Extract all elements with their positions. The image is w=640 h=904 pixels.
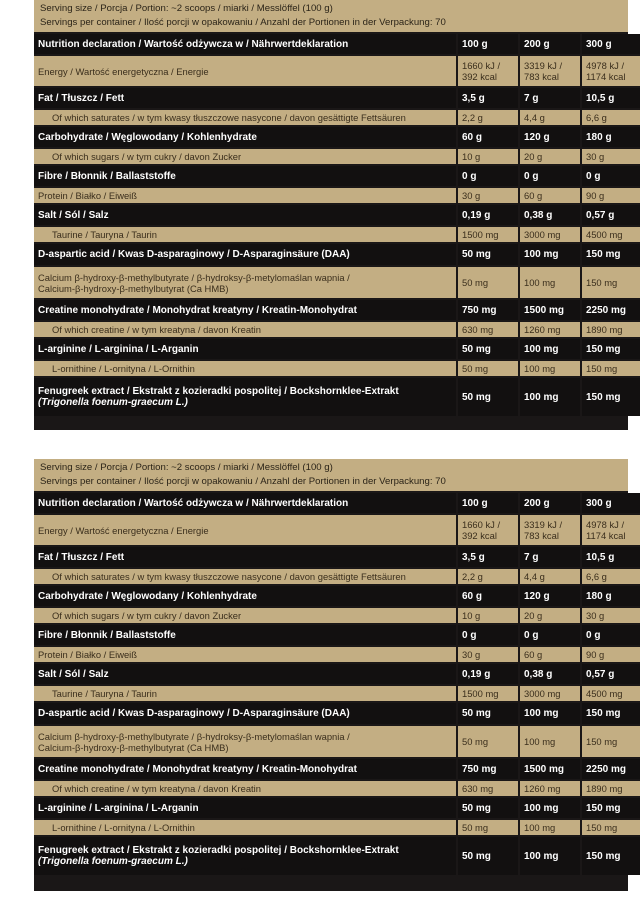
value-100g: 30 g: [456, 645, 518, 664]
value-100g: 630 mg: [456, 779, 518, 798]
row-label: Of which creatine / w tym kreatyna / davon Kreatin: [34, 320, 456, 339]
serving-size: Serving size / Porcja / Portion: ~2 scoops / miarki / Messlöffel (100 g): [34, 459, 628, 475]
table-header-row: [34, 493, 640, 513]
nutrition-table: [34, 34, 640, 416]
header-300g: 300 g: [580, 493, 640, 513]
row-fibre: [34, 625, 640, 645]
row-d-aspartic-acid: [34, 703, 640, 724]
row-label: Salt / Sól / Salz: [34, 205, 456, 225]
row-label: Carbohydrate / Węglowodany / Kohlenhydrate: [34, 127, 456, 147]
row-label: Taurine / Tauryna / Taurin: [34, 684, 456, 703]
value-100g: 1500 mg: [456, 684, 518, 703]
value-200g: 3319 kJ / 783 kcal: [518, 513, 580, 547]
value-300g: 2250 mg: [580, 300, 640, 320]
value-300g: 150 mg: [580, 265, 640, 300]
header-300g: 300 g: [580, 34, 640, 54]
value-300g: 6,6 g: [580, 567, 640, 586]
header-100g: 100 g: [456, 34, 518, 54]
value-200g: 0,38 g: [518, 664, 580, 684]
value-300g: 0 g: [580, 166, 640, 186]
value-300g: 4978 kJ / 1174 kcal: [580, 513, 640, 547]
value-300g: 0,57 g: [580, 205, 640, 225]
header-200g: 200 g: [518, 493, 580, 513]
row-label: D-aspartic acid / Kwas D-asparaginowy / D-Asparaginsäure (DAA): [34, 703, 456, 724]
nutrition-table-bottom: [34, 459, 628, 891]
row-carbohydrate: [34, 586, 640, 606]
value-300g: 150 mg: [580, 798, 640, 818]
row-l-arginine: [34, 339, 640, 359]
header-100g: 100 g: [456, 493, 518, 513]
row-fenugreek: [34, 837, 640, 875]
row-label: Protein / Białko / Eiweiß: [34, 186, 456, 205]
row-saturates: [34, 108, 640, 127]
value-300g: 0 g: [580, 625, 640, 645]
header-label: Nutrition declaration / Wartość odżywcza w / Nährwertdeklaration: [34, 34, 456, 54]
value-200g: 0 g: [518, 625, 580, 645]
table-header-row: [34, 34, 640, 54]
row-creatine: [34, 320, 640, 339]
value-100g: 30 g: [456, 186, 518, 205]
value-200g: 100 mg: [518, 265, 580, 300]
value-300g: 1890 mg: [580, 779, 640, 798]
value-200g: 3000 mg: [518, 225, 580, 244]
value-200g: 1500 mg: [518, 759, 580, 779]
value-100g: 50 mg: [456, 837, 518, 875]
value-200g: 100 mg: [518, 359, 580, 378]
row-label: Carbohydrate / Węglowodany / Kohlenhydrate: [34, 586, 456, 606]
header-label: Nutrition declaration / Wartość odżywcza w / Nährwertdeklaration: [34, 493, 456, 513]
row-label: Of which saturates / w tym kwasy tłuszczowe nasycone / davon gesättigte Fettsäuren: [34, 567, 456, 586]
row-creatine-monohydrate: [34, 759, 640, 779]
row-carbohydrate: [34, 127, 640, 147]
row-l-ornithine: [34, 359, 640, 378]
row-sugars: [34, 147, 640, 166]
value-200g: 0 g: [518, 166, 580, 186]
row-hmb: [34, 265, 640, 300]
value-200g: 1500 mg: [518, 300, 580, 320]
value-200g: 7 g: [518, 547, 580, 567]
row-label: Fenugreek extract / Ekstrakt z kozieradki pospolitej / Bockshornklee-Extrakt (Trigonella foenum-graecum L.): [34, 837, 456, 875]
row-energy: [34, 54, 640, 88]
row-label: Of which sugars / w tym cukry / davon Zucker: [34, 147, 456, 166]
row-label: Creatine monohydrate / Monohydrat kreatyny / Kreatin-Monohydrat: [34, 300, 456, 320]
value-300g: 150 mg: [580, 837, 640, 875]
row-salt: [34, 664, 640, 684]
row-label: L-arginine / L-arginina / L-Arganin: [34, 798, 456, 818]
row-fat: [34, 88, 640, 108]
value-100g: 10 g: [456, 147, 518, 166]
value-100g: 10 g: [456, 606, 518, 625]
row-label: Energy / Wartość energetyczna / Energie: [34, 513, 456, 547]
row-label: Of which sugars / w tym cukry / davon Zucker: [34, 606, 456, 625]
value-200g: 1260 mg: [518, 320, 580, 339]
value-200g: 4,4 g: [518, 108, 580, 127]
value-300g: 10,5 g: [580, 547, 640, 567]
value-300g: 150 mg: [580, 818, 640, 837]
header-200g: 200 g: [518, 34, 580, 54]
value-100g: 0 g: [456, 625, 518, 645]
value-300g: 4500 mg: [580, 225, 640, 244]
value-200g: 100 mg: [518, 339, 580, 359]
row-label: Creatine monohydrate / Monohydrat kreatyny / Kreatin-Monohydrat: [34, 759, 456, 779]
value-100g: 750 mg: [456, 759, 518, 779]
value-300g: 180 g: [580, 127, 640, 147]
row-label: Calcium β-hydroxy-β-methylbutyrate / β-hydroksy-β-metylomaślan wapnia / Calcium-β-hydroxy-β-methylbutyrat (Ca HMB): [34, 265, 456, 300]
row-taurine: [34, 225, 640, 244]
value-300g: 90 g: [580, 645, 640, 664]
value-100g: 50 mg: [456, 378, 518, 416]
value-100g: 2,2 g: [456, 108, 518, 127]
value-200g: 100 mg: [518, 798, 580, 818]
value-100g: 3,5 g: [456, 88, 518, 108]
value-200g: 120 g: [518, 586, 580, 606]
row-label: Fibre / Błonnik / Ballaststoffe: [34, 166, 456, 186]
value-300g: 150 mg: [580, 244, 640, 265]
value-200g: 3319 kJ / 783 kcal: [518, 54, 580, 88]
value-300g: 150 mg: [580, 378, 640, 416]
row-salt: [34, 205, 640, 225]
serving-size: Serving size / Porcja / Portion: ~2 scoops / miarki / Messlöffel (100 g): [34, 0, 628, 16]
row-label: Of which saturates / w tym kwasy tłuszczowe nasycone / davon gesättigte Fettsäuren: [34, 108, 456, 127]
value-100g: 0 g: [456, 166, 518, 186]
row-saturates: [34, 567, 640, 586]
value-200g: 100 mg: [518, 378, 580, 416]
row-label: L-arginine / L-arginina / L-Arganin: [34, 339, 456, 359]
value-200g: 120 g: [518, 127, 580, 147]
value-200g: 100 mg: [518, 724, 580, 759]
value-100g: 1660 kJ / 392 kcal: [456, 54, 518, 88]
value-100g: 50 mg: [456, 265, 518, 300]
value-300g: 0,57 g: [580, 664, 640, 684]
value-100g: 50 mg: [456, 818, 518, 837]
value-100g: 1500 mg: [456, 225, 518, 244]
row-hmb: [34, 724, 640, 759]
value-300g: 30 g: [580, 147, 640, 166]
value-200g: 4,4 g: [518, 567, 580, 586]
value-200g: 20 g: [518, 147, 580, 166]
value-300g: 6,6 g: [580, 108, 640, 127]
row-label: Salt / Sól / Salz: [34, 664, 456, 684]
row-label: Energy / Wartość energetyczna / Energie: [34, 54, 456, 88]
value-100g: 0,19 g: [456, 205, 518, 225]
value-200g: 60 g: [518, 645, 580, 664]
row-label: Fibre / Błonnik / Ballaststoffe: [34, 625, 456, 645]
row-label: Taurine / Tauryna / Taurin: [34, 225, 456, 244]
value-300g: 4978 kJ / 1174 kcal: [580, 54, 640, 88]
value-100g: 50 mg: [456, 703, 518, 724]
value-100g: 750 mg: [456, 300, 518, 320]
value-200g: 60 g: [518, 186, 580, 205]
row-taurine: [34, 684, 640, 703]
row-creatine: [34, 779, 640, 798]
row-label: Calcium β-hydroxy-β-methylbutyrate / β-hydroksy-β-metylomaślan wapnia / Calcium-β-hydroxy-β-methylbutyrat (Ca HMB): [34, 724, 456, 759]
value-100g: 60 g: [456, 127, 518, 147]
value-100g: 630 mg: [456, 320, 518, 339]
value-100g: 3,5 g: [456, 547, 518, 567]
row-label: L-ornithine / L-ornityna / L-Ornithin: [34, 818, 456, 837]
value-100g: 2,2 g: [456, 567, 518, 586]
row-label: Fat / Tłuszcz / Fett: [34, 88, 456, 108]
row-fibre: [34, 166, 640, 186]
row-label: L-ornithine / L-ornityna / L-Ornithin: [34, 359, 456, 378]
value-100g: 50 mg: [456, 798, 518, 818]
row-d-aspartic-acid: [34, 244, 640, 265]
value-300g: 150 mg: [580, 703, 640, 724]
row-label: Fat / Tłuszcz / Fett: [34, 547, 456, 567]
value-200g: 20 g: [518, 606, 580, 625]
value-300g: 2250 mg: [580, 759, 640, 779]
row-protein: [34, 645, 640, 664]
value-100g: 50 mg: [456, 724, 518, 759]
value-300g: 150 mg: [580, 339, 640, 359]
servings-per-container: Servings per container / Ilość porcji w opakowaniu / Anzahl der Portionen in der Verpackung: 70: [34, 475, 628, 493]
row-sugars: [34, 606, 640, 625]
row-label: D-aspartic acid / Kwas D-asparaginowy / D-Asparaginsäure (DAA): [34, 244, 456, 265]
value-300g: 1890 mg: [580, 320, 640, 339]
value-300g: 10,5 g: [580, 88, 640, 108]
value-300g: 90 g: [580, 186, 640, 205]
row-l-arginine: [34, 798, 640, 818]
row-label: Protein / Białko / Eiweiß: [34, 645, 456, 664]
row-fenugreek: [34, 378, 640, 416]
value-100g: 0,19 g: [456, 664, 518, 684]
row-label: Of which creatine / w tym kreatyna / davon Kreatin: [34, 779, 456, 798]
value-200g: 100 mg: [518, 837, 580, 875]
row-energy: [34, 513, 640, 547]
nutrition-table-top: [34, 0, 628, 430]
value-100g: 50 mg: [456, 244, 518, 265]
row-label: Fenugreek extract / Ekstrakt z kozieradki pospolitej / Bockshornklee-Extrakt (Trigonella foenum-graecum L.): [34, 378, 456, 416]
value-300g: 30 g: [580, 606, 640, 625]
value-200g: 3000 mg: [518, 684, 580, 703]
value-100g: 50 mg: [456, 359, 518, 378]
value-300g: 150 mg: [580, 359, 640, 378]
value-300g: 180 g: [580, 586, 640, 606]
servings-per-container: Servings per container / Ilość porcji w opakowaniu / Anzahl der Portionen in der Verpackung: 70: [34, 16, 628, 34]
value-200g: 1260 mg: [518, 779, 580, 798]
value-300g: 150 mg: [580, 724, 640, 759]
value-200g: 100 mg: [518, 244, 580, 265]
value-100g: 60 g: [456, 586, 518, 606]
row-l-ornithine: [34, 818, 640, 837]
value-200g: 100 mg: [518, 818, 580, 837]
row-fat: [34, 547, 640, 567]
nutrition-table: [34, 493, 640, 875]
row-creatine-monohydrate: [34, 300, 640, 320]
value-300g: 4500 mg: [580, 684, 640, 703]
value-100g: 50 mg: [456, 339, 518, 359]
row-protein: [34, 186, 640, 205]
value-200g: 7 g: [518, 88, 580, 108]
value-100g: 1660 kJ / 392 kcal: [456, 513, 518, 547]
value-200g: 100 mg: [518, 703, 580, 724]
value-200g: 0,38 g: [518, 205, 580, 225]
